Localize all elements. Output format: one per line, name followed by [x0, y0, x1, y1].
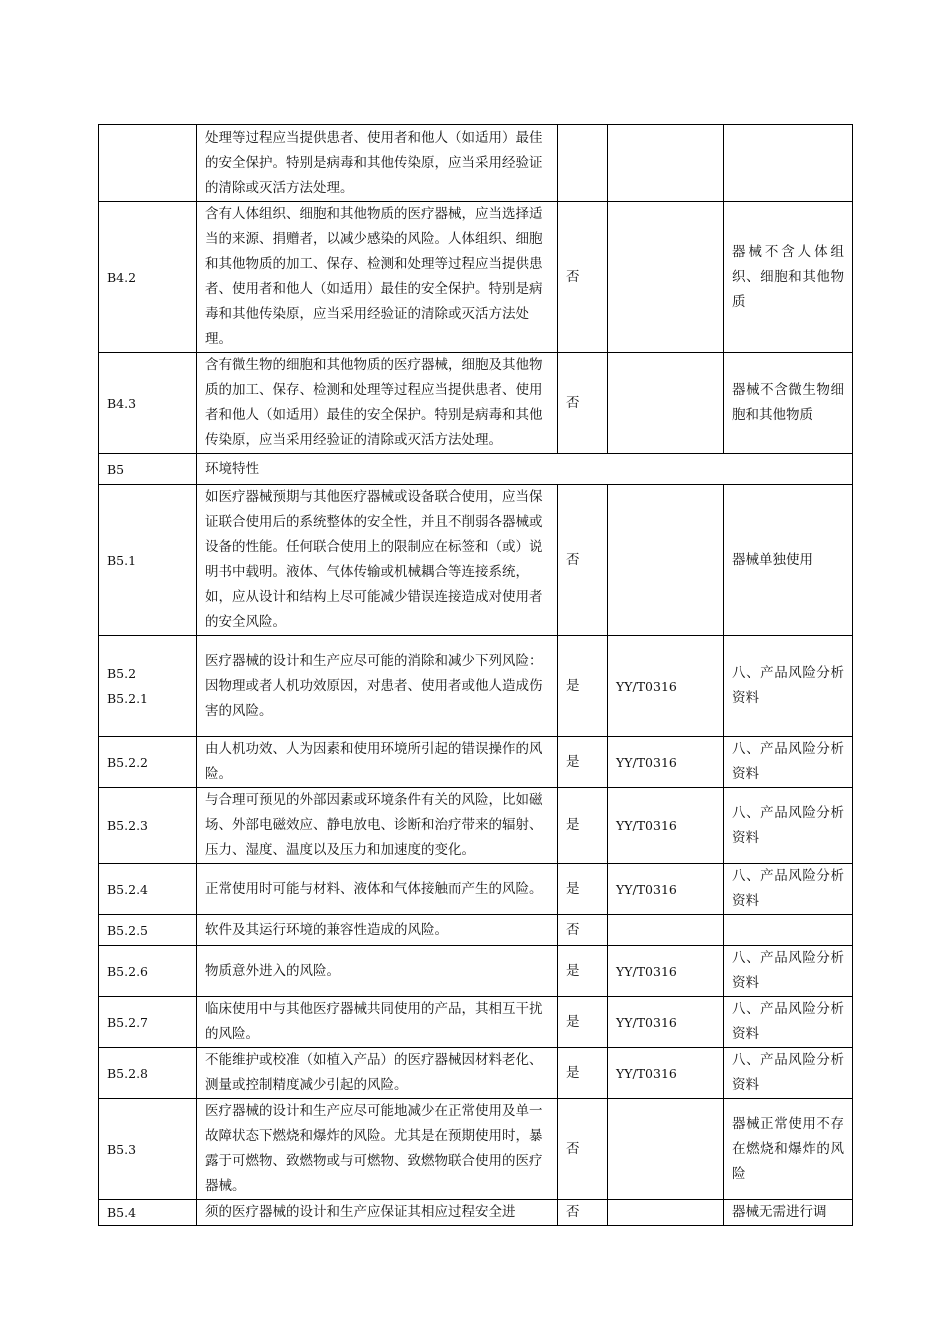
- evidence-cell: 八、产品风险分析资料: [724, 946, 853, 997]
- evidence-cell: 器械正常使用不存在燃烧和爆炸的风险: [724, 1099, 853, 1200]
- applicable-cell: 否: [558, 485, 608, 636]
- evidence-cell: [724, 915, 853, 946]
- evidence-cell: 八、产品风险分析资料: [724, 737, 853, 788]
- requirement-cell: 与合理可预见的外部因素或环境条件有关的风险，比如磁场、外部电磁效应、静电放电、诊断和治疗带来的辐射、压力、湿度、温度以及压力和加速度的变化。: [197, 788, 558, 864]
- clause-id-cell: B5.2.7: [99, 997, 197, 1048]
- applicable-cell: 是: [558, 946, 608, 997]
- applicable-cell: 否: [558, 202, 608, 353]
- requirement-cell: 软件及其运行环境的兼容性造成的风险。: [197, 915, 558, 946]
- standard-cell: [608, 202, 724, 353]
- evidence-cell: 八、产品风险分析资料: [724, 997, 853, 1048]
- requirements-table: [98, 124, 853, 1226]
- applicable-cell: 是: [558, 864, 608, 915]
- clause-id-cell: B5: [99, 454, 197, 485]
- applicable-cell: 否: [558, 1200, 608, 1226]
- applicable-cell: 是: [558, 788, 608, 864]
- requirement-cell: 含有微生物的细胞和其他物质的医疗器械，细胞及其他物质的加工、保存、检测和处理等过程应当提供患者、使用者和他人（如适用）最佳的安全保护。特别是病毒和其他传染原，应当采用经验证的清除或灭活方法处理。: [197, 353, 558, 454]
- standard-cell: [608, 353, 724, 454]
- requirement-cell: 临床使用中与其他医疗器械共同使用的产品，其相互干扰的风险。: [197, 997, 558, 1048]
- table-row: [99, 946, 853, 997]
- applicable-cell: 是: [558, 737, 608, 788]
- clause-id-cell: B4.2: [99, 202, 197, 353]
- clause-id-cell: B5.2.4: [99, 864, 197, 915]
- section-row: [99, 454, 853, 485]
- clause-id-cell: B5.2.3: [99, 788, 197, 864]
- requirement-cell: 如医疗器械预期与其他医疗器械或设备联合使用，应当保证联合使用后的系统整体的安全性，并且不削弱各器械或设备的性能。任何联合使用上的限制应在标签和（或）说明书中载明。液体、气体传输或机械耦合等连接系统，如，应从设计和结构上尽可能减少错误连接造成对使用者的安全风险。: [197, 485, 558, 636]
- evidence-cell: 器械不含微生物细胞和其他物质: [724, 353, 853, 454]
- standard-cell: YY/T0316: [608, 864, 724, 915]
- evidence-cell: 八、产品风险分析资料: [724, 636, 853, 737]
- requirement-cell: 不能维护或校准（如植入产品）的医疗器械因材料老化、测量或控制精度减少引起的风险。: [197, 1048, 558, 1099]
- requirements-table-body: [99, 125, 853, 1226]
- standard-cell: YY/T0316: [608, 737, 724, 788]
- standard-cell: YY/T0316: [608, 636, 724, 737]
- table-row: [99, 125, 853, 202]
- clause-id-cell: B5.4: [99, 1200, 197, 1226]
- section-title-cell: 环境特性: [197, 454, 853, 485]
- standard-cell: YY/T0316: [608, 1048, 724, 1099]
- evidence-cell: 八、产品风险分析资料: [724, 864, 853, 915]
- applicable-cell: 是: [558, 1048, 608, 1099]
- table-row: [99, 353, 853, 454]
- applicable-cell: 是: [558, 997, 608, 1048]
- applicable-cell: 否: [558, 915, 608, 946]
- standard-cell: YY/T0316: [608, 946, 724, 997]
- standard-cell: YY/T0316: [608, 788, 724, 864]
- table-row: [99, 1200, 853, 1226]
- requirement-cell: 物质意外进入的风险。: [197, 946, 558, 997]
- evidence-cell: 八、产品风险分析资料: [724, 1048, 853, 1099]
- requirement-cell: 须的医疗器械的设计和生产应保证其相应过程安全进: [197, 1200, 558, 1226]
- applicable-cell: 是: [558, 636, 608, 737]
- clause-id-cell: B4.3: [99, 353, 197, 454]
- evidence-cell: [724, 125, 853, 202]
- applicable-cell: 否: [558, 1099, 608, 1200]
- standard-cell: [608, 915, 724, 946]
- clause-id-cell: B5.2.6: [99, 946, 197, 997]
- clause-id-cell: B5.2.8: [99, 1048, 197, 1099]
- requirement-cell: 由人机功效、人为因素和使用环境所引起的错误操作的风险。: [197, 737, 558, 788]
- standard-cell: YY/T0316: [608, 997, 724, 1048]
- requirement-cell: 医疗器械的设计和生产应尽可能的消除和减少下列风险： 因物理或者人机功效原因，对患者、使用者或他人造成伤害的风险。: [197, 636, 558, 737]
- table-row: [99, 636, 853, 737]
- clause-id-cell: B5.3: [99, 1099, 197, 1200]
- table-row: [99, 788, 853, 864]
- evidence-cell: 八、产品风险分析资料: [724, 788, 853, 864]
- standard-cell: [608, 485, 724, 636]
- evidence-cell: 器械无需进行调: [724, 1200, 853, 1226]
- clause-id-cell: B5.2.5: [99, 915, 197, 946]
- table-row: [99, 1099, 853, 1200]
- applicable-cell: [558, 125, 608, 202]
- table-row: [99, 202, 853, 353]
- evidence-cell: 器械不含人体组织、细胞和其他物质: [724, 202, 853, 353]
- table-row: [99, 915, 853, 946]
- requirement-cell: 医疗器械的设计和生产应尽可能地减少在正常使用及单一故障状态下燃烧和爆炸的风险。尤其是在预期使用时，暴露于可燃物、致燃物或与可燃物、致燃物联合使用的医疗器械。: [197, 1099, 558, 1200]
- standard-cell: [608, 1200, 724, 1226]
- requirement-cell: 正常使用时可能与材料、液体和气体接触而产生的风险。: [197, 864, 558, 915]
- applicable-cell: 否: [558, 353, 608, 454]
- table-row: [99, 485, 853, 636]
- clause-id-cell: B5.2 B5.2.1: [99, 636, 197, 737]
- requirement-cell: 含有人体组织、细胞和其他物质的医疗器械，应当选择适当的来源、捐赠者，以减少感染的风险。人体组织、细胞和其他物质的加工、保存、检测和处理等过程应当提供患者、使用者和他人（如适用）最佳的安全保护。特别是病毒和其他传染原，应当采用经验证的清除或灭活方法处理。: [197, 202, 558, 353]
- clause-id-cell: B5.2.2: [99, 737, 197, 788]
- table-row: [99, 737, 853, 788]
- table-row: [99, 1048, 853, 1099]
- standard-cell: [608, 125, 724, 202]
- table-row: [99, 864, 853, 915]
- table-row: [99, 997, 853, 1048]
- requirement-cell: 处理等过程应当提供患者、使用者和他人（如适用）最佳的安全保护。特别是病毒和其他传染原，应当采用经验证的清除或灭活方法处理。: [197, 125, 558, 202]
- clause-id-cell: B5.1: [99, 485, 197, 636]
- standard-cell: [608, 1099, 724, 1200]
- clause-id-cell: [99, 125, 197, 202]
- evidence-cell: 器械单独使用: [724, 485, 853, 636]
